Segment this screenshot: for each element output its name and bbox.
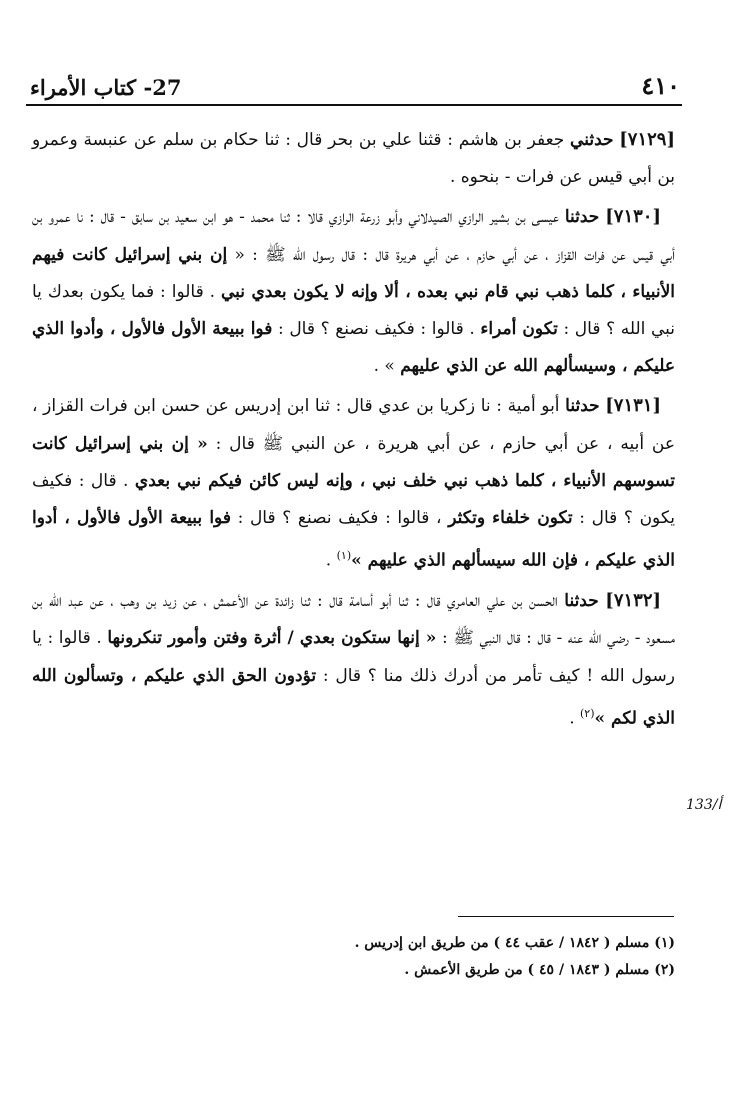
prophetic-text: تكون أمراء [480,319,558,340]
narration-text: . قال : فكيف يكون ؟ قال : [32,470,675,529]
hadith-number: [٧١٣٢] [605,590,662,612]
hadith-paragraph [32,582,675,737]
narration-text: عيسى بن بشير الرازي الصيدلاني وأبو زرعة الرازي قالا : ثنا محمد - هو ابن سعيد بن سابق - قال : نا عمرو بن أبي قيس عن فرات القزاز ، عن أبي حازم ، عن أبي هريرة قال : قال رسول الله ﷺ : « [32,207,675,265]
narration-text: . قالوا : فكيف نصنع ؟ قال : [272,319,481,340]
footnote-marker[interactable]: (٢) [580,706,595,720]
prophetic-text: تؤدون الحق الذي عليكم ، وتسألون الله الذي لكم » [32,665,675,729]
narration-text: ، قالوا : فكيف نصنع ؟ قال : [230,508,449,529]
header-rule [26,104,682,106]
footnote-item: (١) مسلم ( ١٨٤٢ / عقب ٤٤ ) من طريق ابن إدريس . [354,935,675,951]
hadith-paragraph [32,387,675,580]
hadith-paragraph [32,198,675,385]
narration-text: . قالوا : يا رسول الله ! كيف تأمر من أدرك ذلك منا ؟ قال : [32,628,676,686]
hadith-paragraph [32,121,675,196]
hadith-number: [٧١٣١] [605,395,661,417]
chapter-title: 27- كتاب الأمراء [30,75,182,100]
hadith-number: [٧١٢٩] [619,129,675,150]
page-number: ٤١٠ [641,71,680,100]
main-text [32,121,675,740]
footnote-item: (٢) مسلم ( ١٨٤٣ / ٤٥ ) من طريق الأعمش . [404,962,675,978]
narration-text: . [569,708,580,729]
prophetic-text: « إنها ستكون بعدي / أثرة وفتن وأمور تنكرونها [107,628,437,649]
prophetic-text: تكون خلفاء وتكثر [448,508,573,529]
narration-verb: حدثنا [564,591,599,612]
margin-folio-note: 133/أ [686,797,722,813]
prophetic-text: فوا ببيعة الأول فالأول ، أدوا الذي عليكم ، فإن الله سيسألهم الذي عليهم » [32,508,675,571]
footnote-marker[interactable]: (١) [336,549,352,563]
prophetic-text: إن بني إسرائيل كانت فيهم الأنبياء ، كلما ذهب نبي قام نبي بعده ، ألا وإنه لا يكون بعدي نبي [32,244,675,302]
hadith-number: [٧١٣٠] [605,206,661,228]
narration-text: . قالوا : فما يكون بعدك يا نبي الله ؟ قال : [32,281,676,340]
footnote-rule [458,916,674,917]
narration-text: أبو أمية : نا زكريا بن عدي قال : ثنا ابن إدريس عن حسن ابن فرات القزاز ، عن أبيه ، عن أبي حازم ، عن أبي هريرة ، عن النبي ﷺ قال : [32,396,675,454]
prophetic-text: « إن بني إسرائيل كانت تسوسهم الأنبياء ، كلما ذهب نبي خلف نبي ، وإنه ليس كائن فيكم نبي بعدي [32,433,675,491]
narration-verb: حدثنا [565,396,600,417]
narration-text: جعفر بن هاشم : قثنا علي بن بحر قال : ثنا حكام بن سلم عن عنبسة وعمرو بن أبي قيس عن فرات - بنحوه . [32,130,675,188]
prophetic-text: فوا ببيعة الأول فالأول ، وأدوا الذي عليكم ، وسيسألهم الله عن الذي عليهم [32,319,675,377]
narration-text: الحسن بن علي العامري قال : ثنا أبو أسامة قال : ثنا زائدة عن الأعمش ، عن زيد بن وهب ، عن عبد الله بن مسعود - رضي الله عنه - قال : قال النبي ﷺ : [32,591,676,649]
footnotes [32,930,675,984]
narration-text: . [325,550,337,571]
narration-verb: حدثني [570,130,614,150]
page-header [30,60,680,100]
narration-text: » . [373,356,401,377]
narration-verb: حدثنا [564,207,600,228]
